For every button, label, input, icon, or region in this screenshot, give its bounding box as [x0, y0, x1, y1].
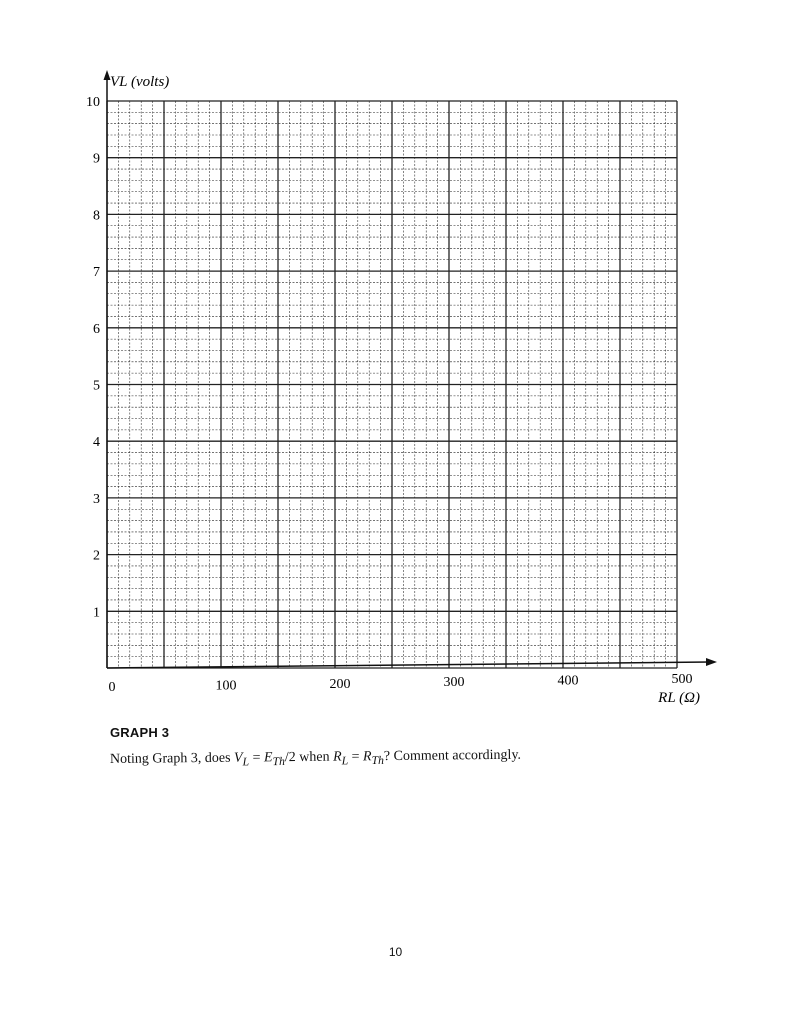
question-var-e: E — [263, 750, 273, 766]
graph-caption: GRAPH 3 — [110, 725, 170, 740]
question-var-v-sub: L — [242, 755, 250, 769]
page-number: 10 — [388, 945, 403, 959]
y-tick-label: 5 — [93, 378, 100, 394]
y-tick-label: 7 — [93, 265, 100, 281]
x-axis-title — [657, 690, 700, 706]
y-axis-title-text: VL (volts) — [110, 74, 170, 90]
x-tick-label: 100 — [215, 678, 237, 694]
y-tick-label: 2 — [93, 548, 100, 564]
grid-major-lines — [107, 101, 677, 668]
x-tick-labels — [109, 672, 693, 695]
y-tick-label: 9 — [93, 151, 100, 167]
y-axis-title — [110, 74, 169, 90]
question-var-v: V — [233, 750, 243, 766]
x-tick-label: 200 — [329, 676, 351, 692]
x-axis-title-text: RL (Ω) — [658, 690, 700, 706]
x-tick-label: 0 — [108, 680, 116, 695]
question-var-r2-sub: Th — [371, 753, 385, 768]
y-tick-label: 8 — [93, 208, 100, 224]
x-tick-label: 300 — [443, 675, 465, 691]
axes — [104, 70, 718, 668]
question-part-3: /2 when — [284, 749, 334, 766]
y-tick-label: 10 — [86, 95, 100, 110]
y-tick-label: 3 — [93, 491, 100, 507]
y-tick-label: 1 — [93, 605, 100, 621]
question-part-1: Noting Graph 3, does — [109, 750, 235, 767]
x-tick-label: 400 — [557, 673, 579, 689]
question-var-r-sub: L — [341, 754, 349, 768]
x-axis-arrow-icon — [706, 658, 717, 666]
question-var-e-sub: Th — [272, 754, 285, 769]
question-part-4: = — [348, 749, 364, 765]
question-part-2: = — [248, 750, 265, 766]
question-part-5: ? Comment accordingly. — [383, 747, 522, 765]
question-var-r: R — [332, 749, 342, 765]
x-tick-label: 500 — [671, 672, 693, 687]
y-tick-label: 4 — [93, 435, 100, 451]
question-text — [110, 746, 710, 770]
y-tick-label: 6 — [93, 321, 100, 337]
question-var-r2: R — [362, 749, 372, 765]
y-tick-labels — [86, 95, 100, 620]
